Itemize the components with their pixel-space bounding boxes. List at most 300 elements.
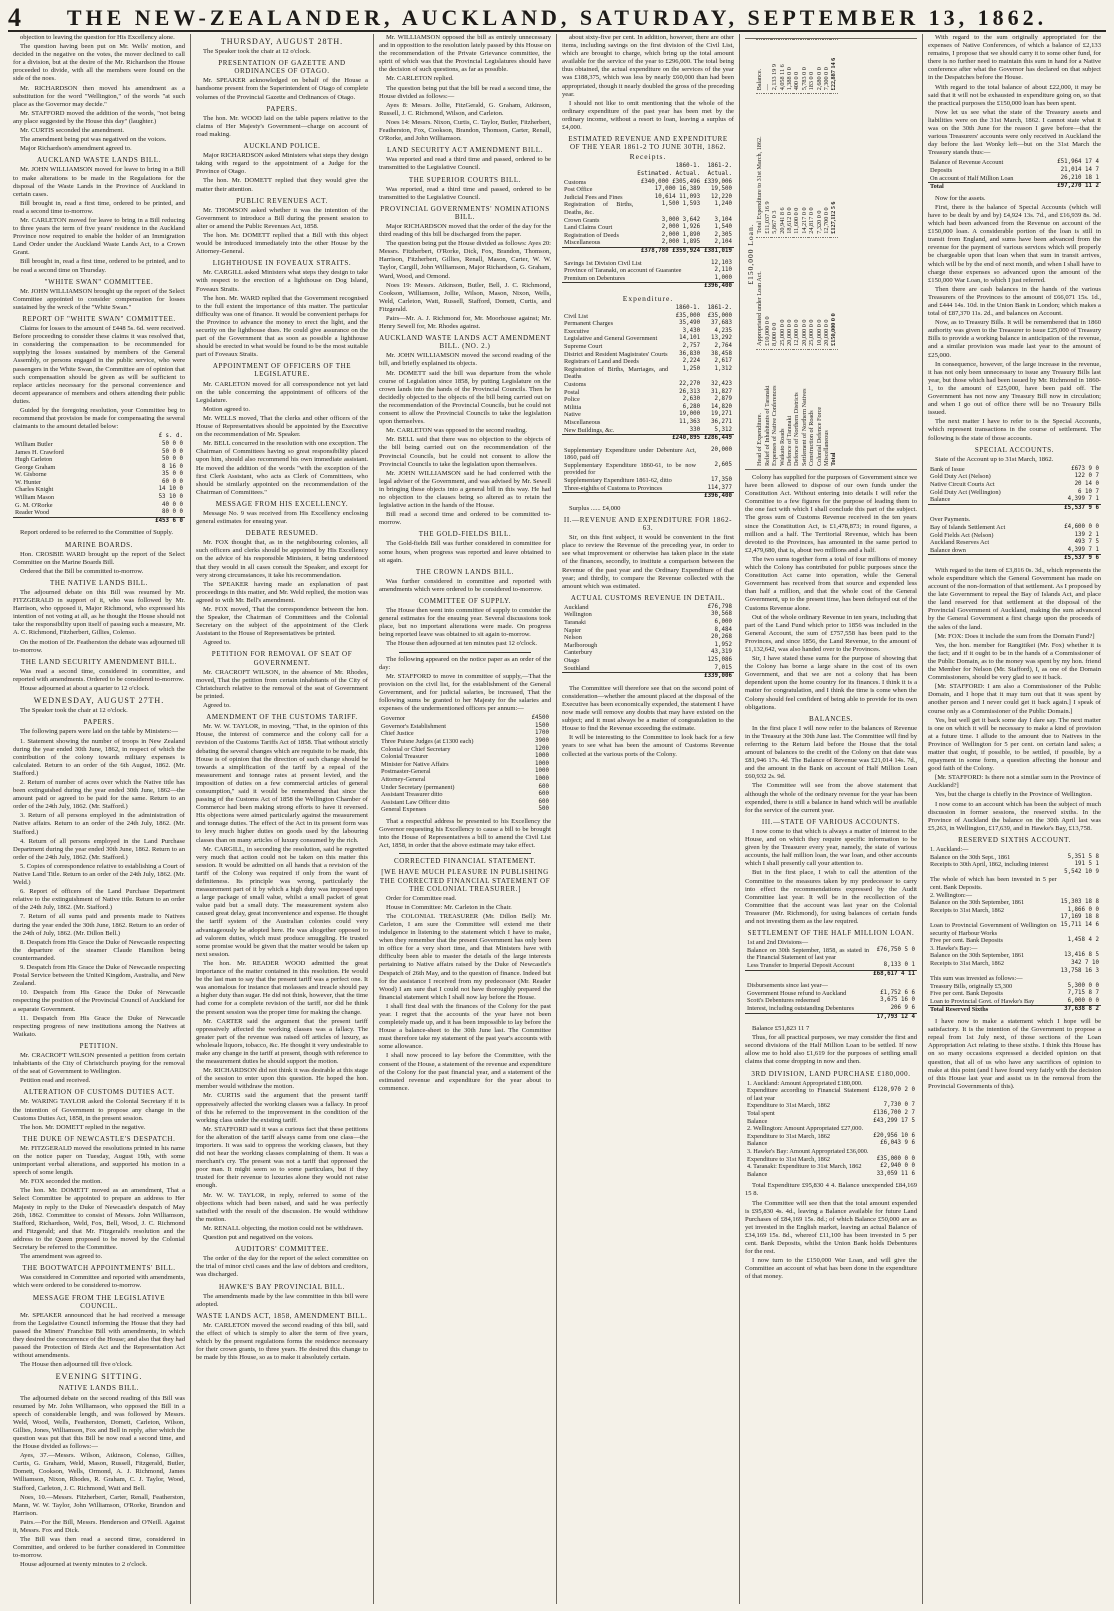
table-label: Gold Duty Act (Nelson) [930, 473, 991, 481]
table-row [745, 947, 917, 962]
table-row [562, 447, 734, 462]
table-label: Balance on the 30th September, 1861 [930, 899, 1025, 907]
table-row [562, 239, 734, 247]
paragraph: Mr. STAFFORD to move in committee of supply,—That the provision on the civil list, for the establishment of the General Government, and for judicial salaries, be increased, That the following sums be granted to her Majesty for the salaries and expenses of the undermentioned officers per annum:— [379, 672, 551, 713]
paragraph: The Bill was then read a second time, considered in Committee, and ordered to be further considered in Committee to-morrow. [13, 1536, 185, 1560]
loan-cell: 8,000 0 0 [771, 237, 778, 349]
paragraph: Mr. WELLS moved, That the clerks and other officers of the House of Representatives should be appointed by the Executive on the recommendation of Mr. Speaker. [196, 414, 368, 439]
column-4-continued [562, 505, 734, 759]
table-row [928, 481, 1101, 489]
table-label: Judicial Fees and Fines [564, 193, 623, 201]
account-table [13, 433, 185, 525]
paragraph: Mr. W. W. TAYLOR, in moving, "That, in the opinion of this House, the interest of commerce and the colony call for a revision of the Customs Tariffs Act of 1858. That without strictly debating the several changes which are requisite to be made, this House is of opinion that the direction of such change should be towards a simplification of the tariff by a repeal of the measurement and tonnage rates at present levied, and the imposition of duties on a few commercial articles of general consumption," said it would be remembered that since the passing of the Customs Act of 1858 the Wellington Chamber of Commerce had been making strong efforts to have it reversed. His objections were aimed particularly against the measurement and tonnage duties. The effect of the Act in its present form was to levy much higher duties on goods used by the labouring classes than on many articles of luxury consumed by the rich. [196, 723, 368, 844]
table-amount: 12,103 [711, 259, 732, 266]
table-label: The whole of which has been invested in 5 per cent. Bank Deposits. [930, 876, 1057, 891]
account-table [928, 516, 1101, 563]
table-row [745, 1163, 917, 1171]
paragraph: I should not like to omit mentioning that the whole of the ordinary expenditure of the past year has been met by the ordinary income, without a resort to loan, leaving a surplus of £4,000. [562, 99, 734, 132]
section-heading: NATIVE LANDS BILL. [58, 1384, 140, 1393]
table-label: Colonial or Chief Secretary [381, 745, 451, 753]
table-label [562, 493, 698, 501]
table-total-row [562, 283, 734, 291]
table-amount: 4,399 7 1 [1067, 546, 1099, 553]
table-label [745, 1013, 869, 1021]
table-amount: 60 0 0 [162, 478, 183, 485]
table-label: 2. Wellington: Amount Appropriated £27,000. [747, 1125, 864, 1133]
paragraph: The Speaker took the chair at 12 o'clock. [20, 707, 128, 715]
table-amount: £2,940 0 0 [880, 1163, 915, 1170]
table-amount: 114,377 [707, 484, 732, 491]
table-label: Miscellaneous [564, 418, 601, 426]
table-row [928, 876, 1101, 891]
table-row [928, 952, 1101, 960]
table-row [562, 260, 734, 268]
table-amount [1044, 516, 1101, 524]
loan-cell: £127,112 5 6 [830, 94, 837, 237]
paragraph: The House then adjourned till five o'clock. [20, 1361, 133, 1369]
table-amount: 1000 [535, 760, 549, 767]
paragraph: 7. Return of all sums paid and presents made to Natives during the year ended the 30th June, 1862. Return to an order of the 24th of July, 1862. (Mr. Dillon Bell.) [13, 913, 185, 937]
section-heading: DEBATE RESUMED. [245, 529, 319, 538]
table-label [13, 433, 120, 441]
table-label: Balance down [930, 546, 966, 554]
table-amount: 5,300 0 0 [1067, 982, 1099, 989]
table-label: 1. Auckland:— [930, 846, 969, 853]
section-heading: THE BOOTWATCH APPOINTMENTS' BILL. [22, 1264, 176, 1273]
loan-cell: 12,000 0 0 [793, 237, 800, 349]
section-heading: REPORT OF "WHITE SWAN" COMMITTEE. [22, 315, 176, 323]
table-label: Scott's Debentures redeemed [747, 997, 820, 1005]
table-amount: 2,630 [682, 396, 701, 403]
section-heading: ESTIMATED REVENUE AND EXPENDITURE OF THE YEAR 1861-2 TO JUNE 30TH, 1862. [568, 135, 728, 152]
table-amount [1059, 846, 1101, 854]
sitting-date-heading: WEDNESDAY, AUGUST 27TH. [33, 696, 165, 706]
table-amount: 2,224 [682, 358, 701, 365]
table-row [562, 232, 734, 240]
table-amount [1059, 975, 1101, 983]
table-label [745, 970, 871, 978]
table-amount: 1,240 [714, 201, 732, 208]
loan-cell: 24,817 0 0 [808, 94, 815, 237]
table-row [562, 427, 734, 435]
expenditure-table-extra [562, 447, 734, 501]
paragraph: Pairs—Mr. A. J. Richmond for, Mr. Moorhouse against; Mr. Henry Sewell for, Mr. Rhodes against. [379, 315, 551, 331]
paragraph: objection to leaving the question for His Excellency alone. [20, 34, 175, 41]
paragraph: Mr. CURTIS said the argument that the present tariff oppressively affected the working classes was a fallacy. In proof of this he referred to the improvement in the condition of the working class under the existing tariff. [196, 1092, 368, 1124]
table-label: Governor's Establishment [381, 722, 446, 730]
table-amount [1059, 945, 1101, 953]
section-heading: PAPERS. [266, 104, 298, 113]
paragraph: Mr. JOHN WILLIAMSON moved the second reading of the bill, and briefly explained its objects. [379, 352, 551, 368]
table-label: Legislative and General Government [564, 335, 658, 343]
table-amount: 2,104 [714, 239, 732, 246]
table-label: 4. Taranaki: Expenditure to 31st March, 1862 [747, 1163, 862, 1171]
table-amount: 14,101 [679, 335, 701, 342]
table-row [13, 441, 185, 449]
table-row [745, 1125, 917, 1133]
paragraph: Mr. RICHARDSON then moved his amendment as a substitution for the word "Wellington," of the words "at such place as the Governor may decide." [13, 84, 185, 108]
section-heading: CORRECTED FINANCIAL STATEMENT. [393, 857, 537, 866]
table-amount: 5,542 10 9 [1064, 868, 1099, 875]
table-label: Total Reserved Sixths [928, 1006, 1059, 1014]
table-amount: 600 [538, 783, 549, 790]
table-row [562, 366, 734, 381]
loan-cell: Total Expenditure to 31st March, 1862. [756, 94, 763, 237]
table-label: Colonial Treasurer [381, 753, 429, 761]
table-amount: £4500 [531, 715, 549, 722]
table-row [745, 990, 917, 998]
table-label: Reader Wood [15, 509, 50, 517]
table-amount: 6,000 [714, 619, 732, 626]
table-amount: 2,757 [682, 342, 701, 349]
table-amount: £340,000 £305,496 [640, 178, 701, 185]
table-label: Permanent Charges [564, 320, 614, 328]
table-row [562, 634, 734, 642]
table-amount: 1700 [535, 730, 549, 737]
paragraph: Order for Committee read. [386, 894, 457, 902]
paragraph: The hon. Mr. DOMETT replied in the negative. [20, 1123, 146, 1131]
loan-cell: £22,887 14 6 [830, 40, 837, 94]
column-2 [191, 34, 374, 1604]
section-heading: "WHITE SWAN" COMMITTEE. [44, 277, 154, 286]
section-heading: THE DUKE OF NEWCASTLE'S DESPATCH. [22, 1134, 176, 1143]
table-row [928, 516, 1101, 524]
table-row [928, 496, 1101, 504]
account-table [562, 604, 734, 681]
table-row [928, 539, 1101, 547]
section-heading: BALANCES. [808, 714, 854, 723]
paragraph: Noes 19: Messrs. Atkinson, Butler, Bell, J. C. Richmond, Cookson, Williamson, Jollie, Wilson, Mason, Nixon, Wells, Weld, Carleton, Watt, Russell, Stafford, Domett, Curtis, and Fitzgerald. [379, 281, 551, 313]
table-amount: 19,271 [711, 411, 732, 418]
account-table [745, 939, 917, 978]
table-amount: 17,169 18 8 [1060, 914, 1099, 921]
table-row [745, 1171, 917, 1179]
article-columns [8, 34, 1106, 1604]
table-label: Balance on the 30th September, 1861 [930, 952, 1025, 960]
paragraph: Message No. 9 was received from His Excellency enclosing general estimates for ensuing year. [196, 509, 368, 526]
table-amount: 2,879 [714, 396, 732, 403]
table-amount: £396,400 [704, 493, 732, 500]
section-heading: [WE HAVE MUCH PLEASURE IN PUBLISHING THE CORRECTED FINANCIAL STATEMENT OF THE COLONIAL TREASURER.] [379, 868, 551, 893]
paragraph: Total Expenditure £95,830 4 4. Balance unexpended £84,169 15 8. [745, 1182, 917, 1198]
table-row [13, 509, 185, 517]
loan-cell: Expenses of Native Conferences [771, 349, 778, 469]
paragraph: Bill brought in, read a first time, ordered to be printed, and read a second time to-morrow. [13, 199, 185, 215]
rotated-loan-table [745, 39, 917, 469]
table-row [562, 381, 734, 389]
table-amount: 35,490 [679, 320, 701, 327]
table-label: Land Claims Court [564, 224, 613, 232]
paragraph: House in Committee: Mr. Carleton in the Chair. [386, 903, 512, 911]
table-label: Miscellaneous [564, 239, 601, 247]
paragraph: Out of the whole ordinary Revenue in ten years, including that part of the Land Fund which prior to 1856 was included in the General Account, the sum of £757,558 has been paid to the Provinces, and since 1856, the Land Revenue, to the amount of £1,132,642, was also handed over to the Provinces. [745, 613, 917, 653]
table-row [562, 267, 734, 275]
table-label: Gold Fields Act (Nelson) [930, 531, 994, 539]
section-heading: AUCKLAND POLICE. [243, 142, 321, 151]
table-row [562, 611, 734, 619]
table-label: Three-eighths of Customs to Provinces [564, 484, 663, 492]
table-amount: 6 10 7 [1078, 488, 1099, 495]
table-total-row [928, 504, 1101, 512]
paragraph: 4. Return of all persons employed in the Land Purchase Department during the year ended 30th June, 1862. Return to an order of the 24th July, 1862. (Mr. Stafford.) [13, 837, 185, 861]
paragraph: Sir, I have stated these sums for the purpose of showing that the Colony has borne a large share in the cost of its own Government, and that we are not a colony that has been dependent upon the home country for its finances. I think it is a matter for congratulation, and I think the time is come when the Colony should feel confident of being able to provide for its own obligations. [745, 655, 917, 711]
table-amount: £68,617 4 11 [873, 970, 915, 977]
paragraph: House adjourned at about a quarter to 12 o'clock. [20, 685, 150, 693]
loan-cell: Settlement of Northern Natives [801, 349, 808, 469]
paragraph: State of the Account up to 31st March, 1862. [935, 455, 1054, 463]
table-amount: 19,500 [711, 186, 732, 193]
section-heading: PROVINCIAL GOVERNMENTS' NOMINATIONS BILL. [380, 204, 550, 221]
section-heading: SETTLEMENT OF THE HALF MILLION LOAN. [747, 929, 915, 938]
table-row [562, 201, 734, 216]
paragraph: The Gold-fields Bill was further considered in committee for some hours, when progress was reported and leave obtained to sit again. [379, 540, 551, 564]
account-table [745, 1080, 917, 1179]
table-label: Balance on the 30th Sept., 1861 [930, 853, 1011, 861]
table-label: Taranaki [564, 619, 586, 627]
table-amount: 493 7 5 [1074, 539, 1099, 546]
paragraph: I shall now proceed to lay before the Committee, with the consent of the House, a statement of the revenue and expenditure of the Colony for the past financial year, and a statement of the estimated revenue and expenditure for the year about to commence. [379, 1052, 551, 1092]
paragraph: The House then went into committee of supply to consider the general estimates for the ensuing year. Several discussions took place, but no important alterations were made. On progress being reported leave was obtained to sit again to-morrow. [379, 607, 551, 639]
paragraph: The Committee will see from the above statement that although the whole of the ordinary revenue for the year has been expended, there is still a balance in hand which will be available for the service of the current year. [745, 782, 917, 814]
table-amount: 20,268 [711, 634, 732, 641]
paragraph: Mr. STAFFORD moved the addition of the words, "not being any place suggested by the House this day" (laughter.) [13, 109, 185, 125]
table-label: Supplementary Expenditure 1861-62, ditto [564, 477, 672, 485]
paragraph: Mr. CRACROFT WILSON, in the absence of Mr. Rhodes, moved, That the petition from certain inhabitants of the City of Christchurch relative to the removal of the seat of Government be printed. [196, 668, 368, 700]
table-amount: 4,235 [714, 327, 732, 334]
table-amount: 30,568 [711, 611, 732, 618]
section-heading: LAND SECURITY ACT AMENDMENT BILL. [387, 146, 543, 155]
table-label: William Mason [15, 494, 55, 502]
table-row [562, 619, 734, 627]
table-amount: 500 [538, 806, 549, 813]
table-amount [871, 939, 917, 947]
table-amount: 1860-1. [675, 305, 701, 311]
table-row [562, 335, 734, 343]
loan-cell: 20,000 0 0 [786, 237, 793, 349]
paragraph: Balance £51,823 11 7 [752, 1025, 810, 1033]
table-label: Registration of Births, Marriages, and Deaths [564, 365, 669, 381]
loan-cell: 11,600 0 0 [793, 94, 800, 237]
loan-cell: 400 0 0 [793, 40, 800, 94]
paragraph: 5. Copies of correspondence relative to establishing a Court of Native Land Title. Return to an order of the 24th July, 1862. (Mr. Weld.) [13, 862, 185, 887]
table-label: General Expenses [381, 806, 427, 814]
table-label: Balance of Revenue Account [930, 159, 1004, 167]
table-row [562, 485, 734, 493]
table-label: Five per cent. Bank Deposits [930, 990, 1003, 998]
table-row [928, 990, 1101, 998]
table-amount: £43,299 17 5 [873, 1117, 915, 1124]
table-amount: £76,750 5 0 [876, 946, 915, 953]
loan-cell: 4,058 11 6 [779, 40, 786, 94]
paragraph: Mr. FOX moved, That the correspondence between the hon. the Speaker, the Chairman of Committees and the Colonial Secretary on the subject of the appointment of the Clerk Assistant to the House of Representatives be printed. [196, 606, 368, 638]
section-heading: 3RD DIVISION, LAND PURCHASE £180,000. [751, 1069, 911, 1078]
paragraph: Now let us see what the state of the Treasury assets and liabilities were on the 31st March, 1862. I cannot state what it was on the 30th June for the reason I gave before—that the various Treasurers' accounts were only received in Auckland the day before the last Wonky left—but on the 31st March the Treasury stands thus:— [928, 108, 1101, 157]
table-amount: 7,730 0 7 [883, 1102, 915, 1109]
table-label: Bay of Islands Settlement Act [930, 523, 1006, 531]
loan-cell: 14,217 0 0 [801, 94, 808, 237]
loan-cell: 20,000 0 0 [801, 237, 808, 349]
paragraph: The hon. Mr. WOOD laid on the table papers relative to the claims of Her Majesty's Government—charge on account of road making. [196, 114, 368, 138]
table-row [928, 914, 1101, 922]
sitting-date-heading: THURSDAY, AUGUST 28TH. [220, 37, 344, 46]
table-label: Postmaster-General [381, 768, 431, 776]
table-row [562, 343, 734, 351]
paragraph: 11. Despatch from His Grace the Duke of Newcastle respecting progress of new institutions among the Natives at Waikato. [13, 1014, 185, 1038]
table-label: Balance [747, 1140, 768, 1148]
table-row [562, 604, 734, 612]
table-amount: 15,303 18 8 [1060, 899, 1099, 906]
paragraph: I shall first deal with the finances of the Colony for the past year. I regret that the accounts of the year have not been completely made up, and it has been impossible to lay before the House a balance-sheet to the 30th June last. The Committee must therefore take my statement of the past year's accounts with some allowance. [379, 1002, 551, 1051]
table-row [928, 869, 1101, 877]
table-row [379, 723, 551, 731]
loan-row [786, 40, 793, 470]
table-row [562, 179, 734, 187]
sitting-date-heading: EVENING SITTING. [55, 1372, 143, 1382]
table-row [745, 1087, 917, 1102]
paragraph: Mr. BELL concurred in the resolution with one exception. The Chairman of Committees having so great responsibility placed upon him, should also recommend his own immediate assistant. He moved the addition of the words "with the exception of the first Clerk Assistant, who acts as Clerk of Committees, who should be similarly appointed on the recommendation of the Chairman of Committees." [196, 440, 368, 496]
table-row [562, 328, 734, 336]
table-row [562, 313, 734, 321]
loan-cell: Relief of Inhabitants of Taranaki [764, 349, 771, 469]
table-row [13, 449, 185, 457]
table-amount: 37,683 [711, 320, 732, 327]
table-amount: 3,430 [682, 327, 701, 334]
table-row [562, 419, 734, 427]
table-amount: 32,423 [711, 380, 732, 387]
table-label: Wellington [564, 611, 592, 619]
paragraph: Yes, the hon. member for Rangitikei (Mr. Fox) whether it is the fact; and if it ought to be in the hands of a Commissioner of the Public Domain, as to the money was spent by my hon. friend the Member for Nelson (Mr. Stafford), I, as one of the Domain Commissioners, should be very glad to see it back. [928, 641, 1101, 682]
loan-row [816, 40, 823, 470]
table-row [562, 462, 734, 477]
table-amount: 22,270 [679, 380, 701, 387]
paragraph: 6. Report of officers of the Land Purchase Department relative to the extinguishment of Native title. Return to an order of the 24th July, 1862. (Mr. Stafford.) [13, 888, 185, 912]
paragraph: Then there are cash balances in the hands of the various Treasurers of the Provinces to the amount of £66,071 15s. 1d., and £444 14s. 10d. in the Union Bank in London; which makes a total of £87,370 11s. 2d., and balances on Account. [928, 285, 1101, 318]
section-heading: AUDITORS' COMMITTEE. [235, 1245, 329, 1254]
table-amount: £4,600 0 0 [1064, 523, 1099, 530]
table-row [928, 922, 1101, 937]
table-row [13, 502, 185, 510]
table-amount: 8,133 0 1 [883, 961, 915, 968]
loan-cell: Total [830, 349, 837, 469]
section-heading: III.—STATE OF VARIOUS ACCOUNTS. [761, 817, 901, 826]
loan-row [756, 40, 763, 470]
table-amount: 11,363 [679, 418, 701, 425]
table-amount: £240,895 [672, 435, 701, 442]
table-row [928, 159, 1101, 167]
paragraph: Hon. CROSBIE WARD brought up the report of the Select Committee on the Marine Boards Bill. [13, 550, 185, 566]
table-label: Assistant Treasurer ditto [381, 791, 443, 799]
table-label: Supplementary Expenditure 1860-61, to be now provided for [564, 461, 697, 477]
table-row [928, 175, 1101, 183]
table-amount: 10,614 11,093 [654, 193, 701, 200]
paragraph: Question put and negatived on the voices. [203, 1234, 314, 1242]
table-amount: 3,104 [714, 216, 732, 223]
table-label: 1st and 2nd Divisions— [747, 939, 809, 947]
table-label: Disbursements since last year— [747, 982, 828, 990]
table-label: Minister for Native Affairs [381, 760, 449, 768]
table-amount: 2,000 1,895 [661, 239, 701, 246]
paragraph: Mr. FOX seconded the motion. [20, 1178, 103, 1186]
paragraph: The following appeared on the notice paper as an order of the day: [379, 655, 551, 671]
table-amount: 36,830 [679, 350, 701, 357]
loan-cell: Miscellaneous [823, 349, 830, 469]
table-label: Registration of Deeds [564, 231, 619, 239]
loan-cell: 183 0 0 [808, 40, 815, 94]
table-label [928, 869, 1059, 877]
table-row [562, 642, 734, 650]
loan-row [764, 40, 771, 470]
table-label: Post Office [564, 186, 593, 194]
paragraph: I now come to that which is always a matter of interest to the House, and on which they require specific information to be given by the Treasurer every year, namely, the state of various accounts, the half million loan, the war loan, and other accounts which I shall presently call your attention to. [745, 827, 917, 868]
table-row [928, 489, 1101, 497]
table-row [379, 753, 551, 761]
table-total-row [562, 435, 734, 443]
table-label: Total [928, 183, 1041, 191]
table-row [562, 171, 734, 179]
masthead [8, 4, 1106, 32]
table-row [13, 479, 185, 487]
paragraph: Mr. SPEAKER announced that he had received a message from the Legislative Council informing the House that they had passed the Miners' Franchise Bill with amendments, in which they desired the concurrence of the House; and also that they had passed the Protection of Birds Act and the Representation Act without amendments. [13, 1311, 185, 1360]
table-row [562, 320, 734, 328]
table-amount: £6,043 9 6 [880, 1140, 915, 1147]
table-total-row [562, 673, 734, 681]
loan-cell: 1,388 0 0 [786, 40, 793, 94]
table-row [562, 194, 734, 202]
table-total-row [745, 970, 917, 978]
table-amount: £128,970 2 0 [873, 1087, 915, 1094]
table-label: Native Circuit Courts Act [930, 480, 995, 488]
paragraph: 2. Return of number of acres over which the Native title has been extinguished during the year ended 30th June, 1862—the amount paid or agreed to be paid for the same. Return to an order of the 24th July, 1862. (Mr. Stafford.) [13, 778, 185, 811]
paragraph: Major Richardson's amendment agreed to. [20, 145, 132, 153]
table-row [562, 186, 734, 194]
table-label: Balance [930, 496, 951, 504]
table-amount: 139 2 1 [1074, 531, 1099, 538]
section-heading: THE GOLD-FIELDS BILL. [418, 530, 512, 539]
table-row [745, 1156, 917, 1164]
table-amount: 1,500 1,593 [661, 201, 701, 208]
section-heading: PETITION. [79, 1041, 119, 1050]
table-row [745, 1140, 917, 1148]
table-row [745, 939, 917, 947]
paragraph: On the motion of Dr. Featherston the debate was adjourned till to-morrow. [13, 638, 185, 654]
paragraph: Bill brought in, read a first time, ordered to be printed, and to be read a second time on Thursday. [13, 258, 185, 274]
table-total-row [928, 183, 1101, 191]
paragraph: In consequence, however, of the large increase in the revenue, it has not only been unnecessary to issue any Treasury Bills last year, but those which had been issued by Mr. Richmond in 1860-1, to the amount of £25,000, have been paid off. The Government has not now any Treasury Bill now in circulation; and when I go out of office there will be no Treasury Bills issued. [928, 360, 1101, 417]
paragraph: Petition read and received. [20, 1077, 91, 1085]
table-label: Chief Justice [381, 730, 414, 738]
section-heading: HAWKE'S BAY PROVINCIAL BILL. [218, 1282, 345, 1291]
table-amount: 35 0 0 [162, 471, 183, 478]
table-label: Otago [564, 657, 580, 665]
loan-table [756, 39, 837, 469]
table-amount: 1200 [535, 745, 549, 752]
table-amount: £ s. d. [158, 433, 183, 440]
table-label: Five per cent. Bank Deposits [930, 937, 1003, 945]
loan-cell: 20,941 8 6 [779, 94, 786, 237]
table-label: Balance [747, 1117, 768, 1125]
table-label: Postal [564, 388, 580, 396]
paragraph: Major RICHARDSON moved that the order of the day for the third reading of this bill be discharged from the paper. [379, 222, 551, 239]
table-row [562, 404, 734, 412]
table-amount: 7,715 8 7 [1067, 990, 1099, 997]
table-label: Gold Duty Act (Wellington) [930, 488, 1001, 496]
loan-cell: Balance. [756, 40, 763, 94]
table-amount: 80 0 0 [162, 509, 183, 516]
table-label: Deposits [930, 167, 953, 174]
table-amount: 13,292 [711, 335, 732, 342]
loan-cell: 12,700 0 0 [823, 94, 830, 237]
table-label: Nelson [564, 634, 582, 642]
